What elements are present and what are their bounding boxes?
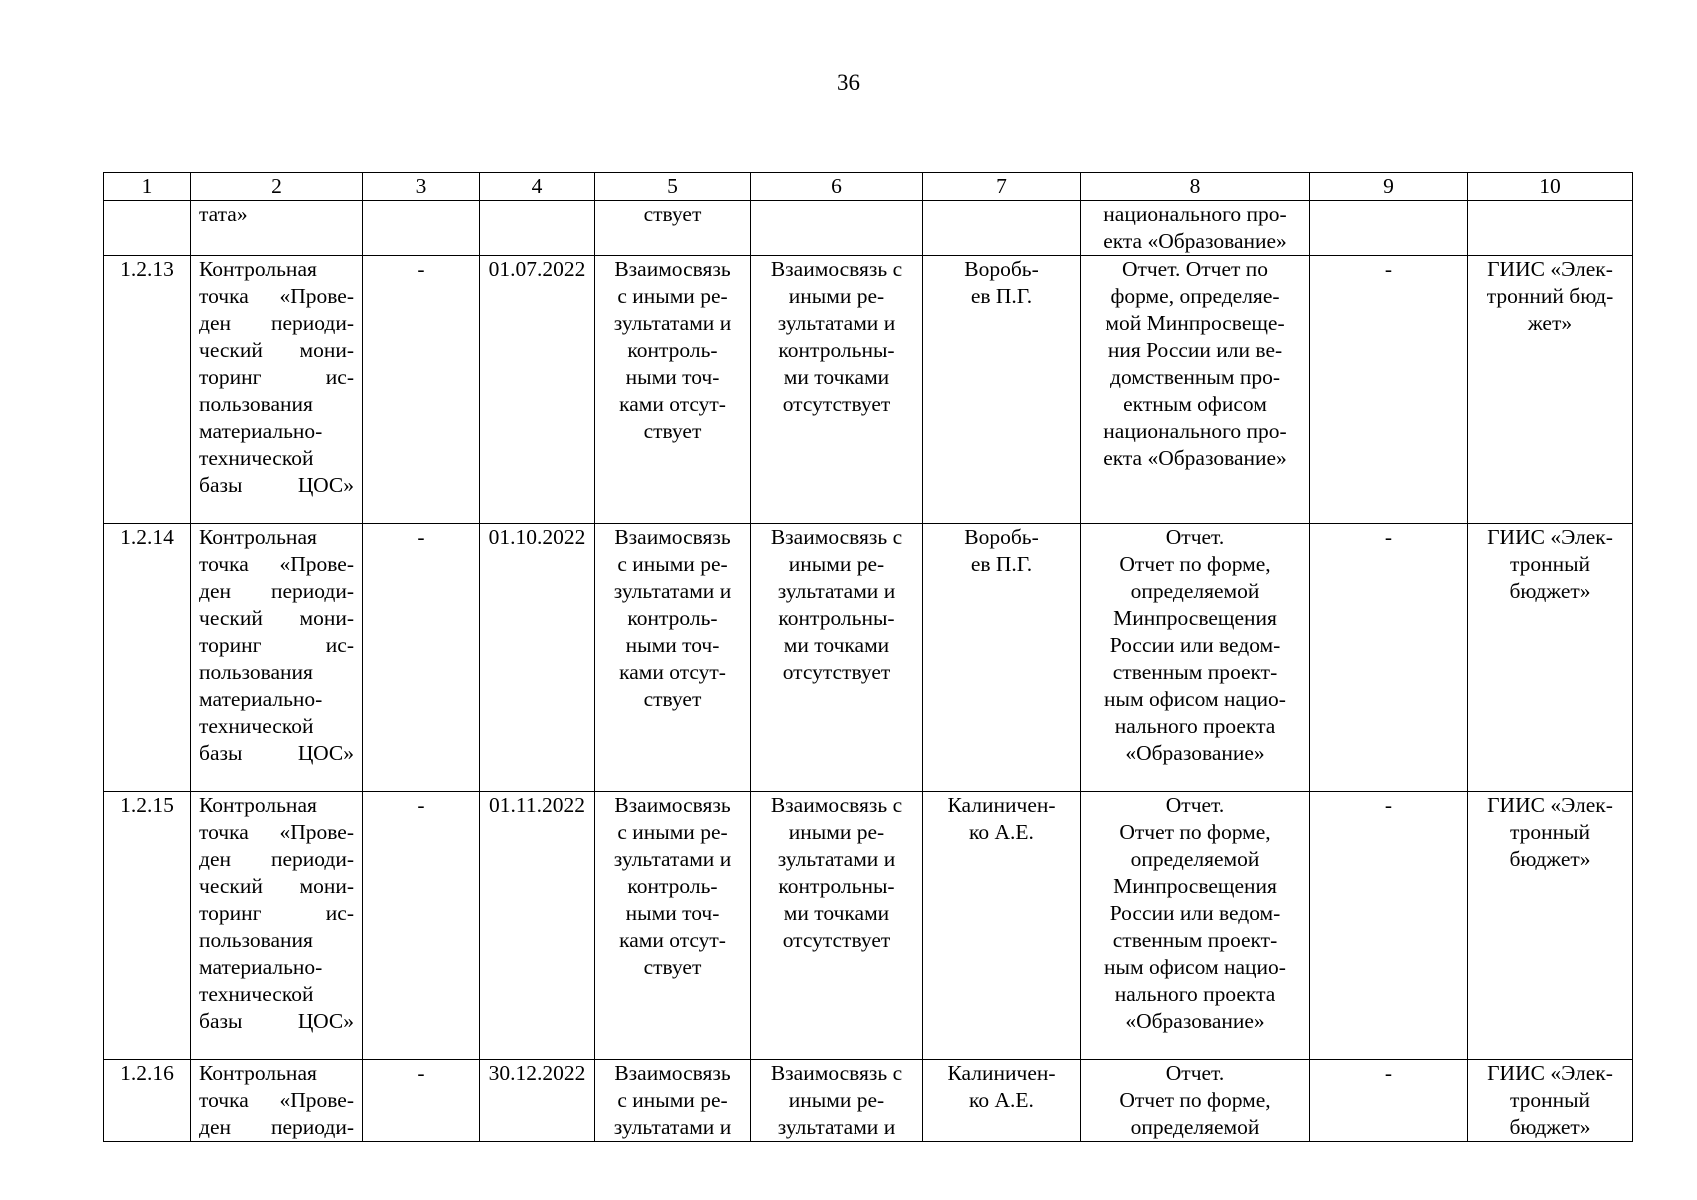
cell-text-line: с иными ре- [617,552,728,576]
cell-text-line: ГИИС «Элек- [1487,793,1613,817]
cell-report [1081,201,1310,256]
cell-responsible [923,201,1081,256]
cell-text-line: торинг ис- [199,365,354,389]
cell-text-line: нального проекта [1114,714,1276,738]
cell-text-line: зультатами и [777,311,896,335]
cell-text-line: ден периоди- [199,579,354,603]
cell-text-line: Взаимосвязь с [770,257,903,281]
column-number-header: 8 [1081,173,1310,201]
cell-text-line: ГИИС «Элек- [1487,257,1613,281]
cell-col3: - [363,792,480,1060]
cell-text-line: «Образование» [1125,741,1265,765]
cell-relation-points [751,792,923,1060]
cell-text-line: Контрольная [199,1061,317,1085]
cell-text-line: определяемой [1130,579,1260,603]
cell-text-line: точка «Прове- [199,1088,354,1112]
cell-relation-points [751,524,923,792]
cell-col3: - [363,1060,480,1142]
cell-text-line: ев П.Г. [970,284,1033,308]
cell-text-line: ев П.Г. [970,552,1033,576]
cell-text-line: базы ЦОС» [199,473,354,497]
cell-text-line: Взаимосвязь [614,257,731,281]
cell-text-line: Взаимосвязь [614,525,731,549]
cell-text-line: торинг ис- [199,633,354,657]
cell-text-line: с иными ре- [617,820,728,844]
cell-text-line: ствует [643,419,702,443]
cell-date: 01.11.2022 [480,792,595,1060]
cell-text-line: жет» [1527,311,1573,335]
cell-text-line: Воробь- [964,525,1039,549]
cell-text-line: тронний бюд- [1486,284,1614,308]
cell-text-line: пользования [199,660,313,684]
cell-text-line: тронный [1509,820,1591,844]
cell-col3: - [363,524,480,792]
cell-number: 1.2.16 [104,1060,191,1142]
cell-text-line: Отчет по форме, [1119,1088,1271,1112]
cell-text-line: бюджет» [1509,1115,1591,1139]
cell-text-line: домственным про- [1110,365,1280,389]
cell-number: 1.2.14 [104,524,191,792]
cell-text-line: ден периоди- [199,311,354,335]
cell-system [1468,1060,1633,1142]
column-number-header: 9 [1310,173,1468,201]
cell-text-line: ко А.Е. [969,1088,1034,1112]
cell-text-line: тронный [1509,1088,1591,1112]
cell-system [1468,256,1633,524]
cell-text-line: технической [199,446,314,470]
column-number-header: 7 [923,173,1081,201]
cell-text-line: ками отсут- [619,660,726,684]
cell-text-line: пользования [199,928,313,952]
cell-text-line: ствует [643,955,702,979]
cell-text-line: точка «Прове- [199,552,354,576]
continuation-row [104,201,1633,256]
cell-responsible [923,524,1081,792]
cell-text-line: отсутствует [782,928,891,952]
cell-text-line: Контрольная [199,257,317,281]
cell-relation-results [595,792,751,1060]
cell-col9 [1310,201,1468,256]
cell-col9: - [1310,1060,1468,1142]
cell-text-line: Отчет. [1165,793,1225,817]
cell-text-line: иными ре- [788,552,885,576]
cell-text-line: материально- [199,955,323,979]
cell-text-line: иными ре- [788,284,885,308]
cell-relation-points [751,201,923,256]
cell-text-line: торинг ис- [199,901,354,925]
cell-text-line: базы ЦОС» [199,741,354,765]
cell-date: 30.12.2022 [480,1060,595,1142]
cell-text-line: контрольны- [778,874,895,898]
cell-text-line: Взаимосвязь с [770,1061,903,1085]
cell-text-line: национального про- [1103,419,1287,443]
cell-col9: - [1310,256,1468,524]
cell-text-line: Отчет. [1165,525,1225,549]
cell-text-line: ния России или ве- [1107,338,1283,362]
cell-text-line: отсутствует [782,392,891,416]
cell-number: 1.2.13 [104,256,191,524]
cell-number [104,201,191,256]
cell-text-line: иными ре- [788,1088,885,1112]
cell-text-line: зультатами и [613,311,732,335]
column-number-header: 3 [363,173,480,201]
cell-text-line: Контрольная [199,525,317,549]
cell-text-line: материально- [199,687,323,711]
cell-text-line: форме, определяе- [1110,284,1280,308]
column-number-header: 5 [595,173,751,201]
cell-text-line: контрольны- [778,338,895,362]
cell-text-line: бюджет» [1509,579,1591,603]
cell-text-line: контроль- [627,606,718,630]
cell-text-line: ными точ- [625,901,720,925]
cell-number: 1.2.15 [104,792,191,1060]
cell-report [1081,256,1310,524]
plan-table [103,172,1633,1142]
cell-report [1081,792,1310,1060]
cell-text-line: ми точками [783,901,890,925]
cell-text-line: базы ЦОС» [199,1009,354,1033]
cell-name [191,792,363,1060]
cell-text-line: ческий мони- [199,874,354,898]
cell-text-line: национального про- [1103,202,1287,226]
cell-text-line: ми точками [783,365,890,389]
cell-text-line: Отчет. [1165,1061,1225,1085]
cell-text-line: Отчет. Отчет по [1121,257,1269,281]
cell-text-line: Взаимосвязь [614,793,731,817]
cell-text-line: Калиничен- [947,1061,1056,1085]
cell-text-line: Взаимосвязь с [770,793,903,817]
cell-text-line: зультатами и [777,1115,896,1139]
cell-text-line: пользования [199,392,313,416]
cell-text-line: тронный [1509,552,1591,576]
cell-text-line: бюджет» [1509,847,1591,871]
column-number-header: 10 [1468,173,1633,201]
cell-report [1081,524,1310,792]
cell-relation-results [595,1060,751,1142]
cell-responsible [923,792,1081,1060]
column-number-header: 6 [751,173,923,201]
cell-relation-results [595,201,751,256]
cell-text-line: России или ведом- [1109,901,1281,925]
column-number-header-row [104,173,1633,201]
cell-responsible [923,1060,1081,1142]
cell-text-line: контроль- [627,874,718,898]
cell-text-line: ным офисом нацио- [1104,955,1286,979]
cell-text-line: ками отсут- [619,928,726,952]
cell-text-line: иными ре- [788,820,885,844]
cell-text-line: ными точ- [625,633,720,657]
cell-text-line: «Образование» [1125,1009,1265,1033]
cell-text-line: ГИИС «Элек- [1487,525,1613,549]
cell-system [1468,524,1633,792]
cell-text-line: ден периоди- [199,847,354,871]
cell-col9: - [1310,524,1468,792]
cell-text-line: зультатами и [613,579,732,603]
cell-text-line: определяемой [1130,847,1260,871]
cell-text-line: технической [199,714,314,738]
cell-text-line: Взаимосвязь [614,1061,731,1085]
cell-text-line: ко А.Е. [969,820,1034,844]
page-number: 36 [837,70,860,95]
column-number-header: 2 [191,173,363,201]
cell-text-line: с иными ре- [617,1088,728,1112]
cell-text-line: нального проекта [1114,982,1276,1006]
column-number-header: 4 [480,173,595,201]
cell-text-line: зультатами и [613,1115,732,1139]
cell-text-line: Отчет по форме, [1119,552,1271,576]
cell-text-line: ектным офисом [1123,392,1267,416]
cell-text-line: ным офисом нацио- [1104,687,1286,711]
cell-name [191,201,363,256]
table-row [104,256,1633,524]
cell-col3 [363,201,480,256]
cell-report [1081,1060,1310,1142]
table-row [104,1060,1633,1142]
cell-text-line: материально- [199,419,323,443]
cell-text-line: определяемой [1130,1115,1260,1139]
cell-name [191,1060,363,1142]
cell-relation-points [751,1060,923,1142]
cell-text-line: ческий мони- [199,338,354,362]
cell-system [1468,201,1633,256]
cell-text-line: ственным проект- [1112,660,1278,684]
cell-text-line: Минпросвещения [1113,874,1277,898]
cell-text-line: технической [199,982,314,1006]
table-row [104,524,1633,792]
cell-text-line: екта «Образование» [1103,229,1287,253]
cell-relation-results [595,256,751,524]
cell-text-line: ствует [643,202,702,226]
cell-text-line: контрольны- [778,606,895,630]
cell-text-line: ческий мони- [199,606,354,630]
cell-relation-points [751,256,923,524]
cell-date: 01.10.2022 [480,524,595,792]
cell-text-line: ками отсут- [619,392,726,416]
cell-text-line: контроль- [627,338,718,362]
cell-text-line: Минпросвещения [1113,606,1277,630]
cell-date [480,201,595,256]
cell-text-line: ГИИС «Элек- [1487,1061,1613,1085]
cell-col3: - [363,256,480,524]
cell-text-line: точка «Прове- [199,820,354,844]
cell-text-line: зультатами и [777,579,896,603]
cell-text-line: тата» [199,202,248,226]
cell-name [191,256,363,524]
cell-system [1468,792,1633,1060]
cell-text-line: ми точками [783,633,890,657]
cell-responsible [923,256,1081,524]
cell-text-line: Контрольная [199,793,317,817]
cell-text-line: зультатами и [777,847,896,871]
cell-date: 01.07.2022 [480,256,595,524]
cell-text-line: ными точ- [625,365,720,389]
cell-text-line: с иными ре- [617,284,728,308]
cell-text-line: мой Минпросвеще- [1105,311,1285,335]
cell-text-line: ственным проект- [1112,928,1278,952]
cell-text-line: екта «Образование» [1103,446,1287,470]
cell-text-line: России или ведом- [1109,633,1281,657]
cell-text-line: Взаимосвязь с [770,525,903,549]
cell-name [191,524,363,792]
column-number-header: 1 [104,173,191,201]
cell-text-line: отсутствует [782,660,891,684]
cell-text-line: ствует [643,687,702,711]
cell-text-line: точка «Прове- [199,284,354,308]
cell-col9: - [1310,792,1468,1060]
cell-text-line: Воробь- [964,257,1039,281]
cell-text-line: Калиничен- [947,793,1056,817]
cell-relation-results [595,524,751,792]
table-row [104,792,1633,1060]
cell-text-line: Отчет по форме, [1119,820,1271,844]
cell-text-line: зультатами и [613,847,732,871]
cell-text-line: ден периоди- [199,1115,354,1139]
